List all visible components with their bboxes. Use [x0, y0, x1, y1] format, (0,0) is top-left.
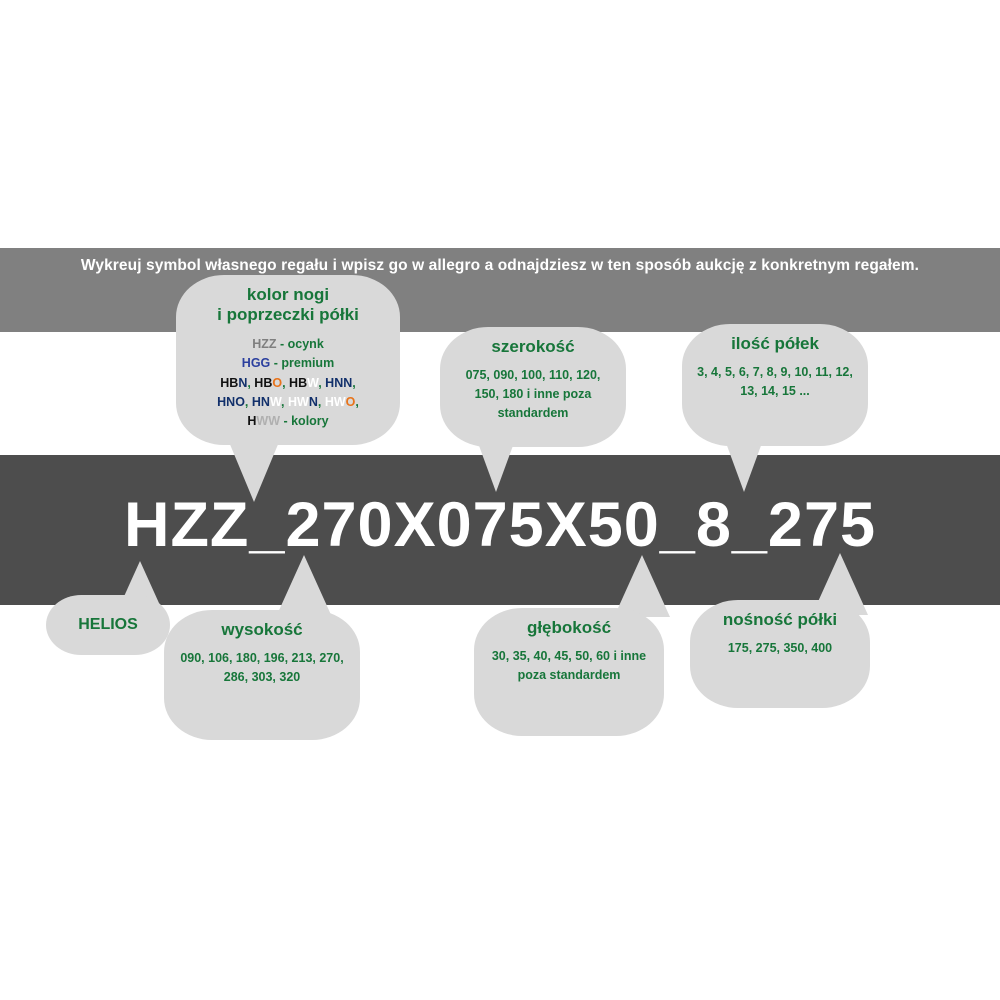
callout-nosnosc-body: 175, 275, 350, 400	[727, 641, 833, 656]
callout-kolor-nogi	[176, 275, 400, 445]
legend-line-1: HZZ - ocynk	[252, 336, 324, 351]
legend-line-3: HBN, HBO, HBW, HNN,	[220, 375, 356, 390]
callout-nosnosc-polki	[690, 600, 870, 708]
callout-glebokosc-title: głębokość	[526, 618, 612, 637]
brand-badge-helios: HELIOS	[46, 595, 170, 655]
callout-ilosc-body: 3, 4, 5, 6, 7, 8, 9, 10, 11, 12, 13, 14, 15 ...	[697, 365, 853, 399]
callout-kolor-title-line1: kolor nogi	[246, 285, 330, 304]
callout-glebokosc	[474, 608, 664, 736]
callout-tail-wysokosc	[276, 555, 332, 617]
callout-szerokosc	[440, 327, 626, 447]
callout-kolor-legend	[188, 335, 388, 432]
callout-szerokosc-title: szerokość	[491, 337, 575, 356]
callout-szerokosc-body: 075, 090, 100, 110, 120, 150, 180 i inne poza standardem	[465, 368, 601, 420]
callout-ilosc-title: ilość półek	[731, 334, 819, 353]
headline-text: Wykreuj symbol własnego regału i wpisz go w allegro a odnajdziesz w ten sposób aukcję z konkretnym regałem.	[80, 257, 920, 274]
callout-ilosc-polek	[682, 324, 868, 446]
product-code: HZZ_270X075X50_8_275	[123, 490, 877, 560]
callout-wysokosc-title: wysokość	[221, 620, 303, 639]
legend-line-5: HWW - kolory	[247, 414, 329, 429]
callout-nosnosc-title: nośność półki	[722, 610, 838, 629]
legend-line-4: HNO, HNW, HWN, HWO,	[217, 394, 359, 409]
legend-line-2: HGG - premium	[241, 356, 335, 371]
callout-wysokosc-body: 090, 106, 180, 196, 213, 270, 286, 303, 320	[180, 651, 344, 685]
callout-kolor-title-line2: i poprzeczki półki	[217, 305, 359, 325]
callout-glebokosc-body: 30, 35, 40, 45, 50, 60 i inne poza standardem	[491, 649, 647, 683]
callout-wysokosc	[164, 610, 360, 740]
